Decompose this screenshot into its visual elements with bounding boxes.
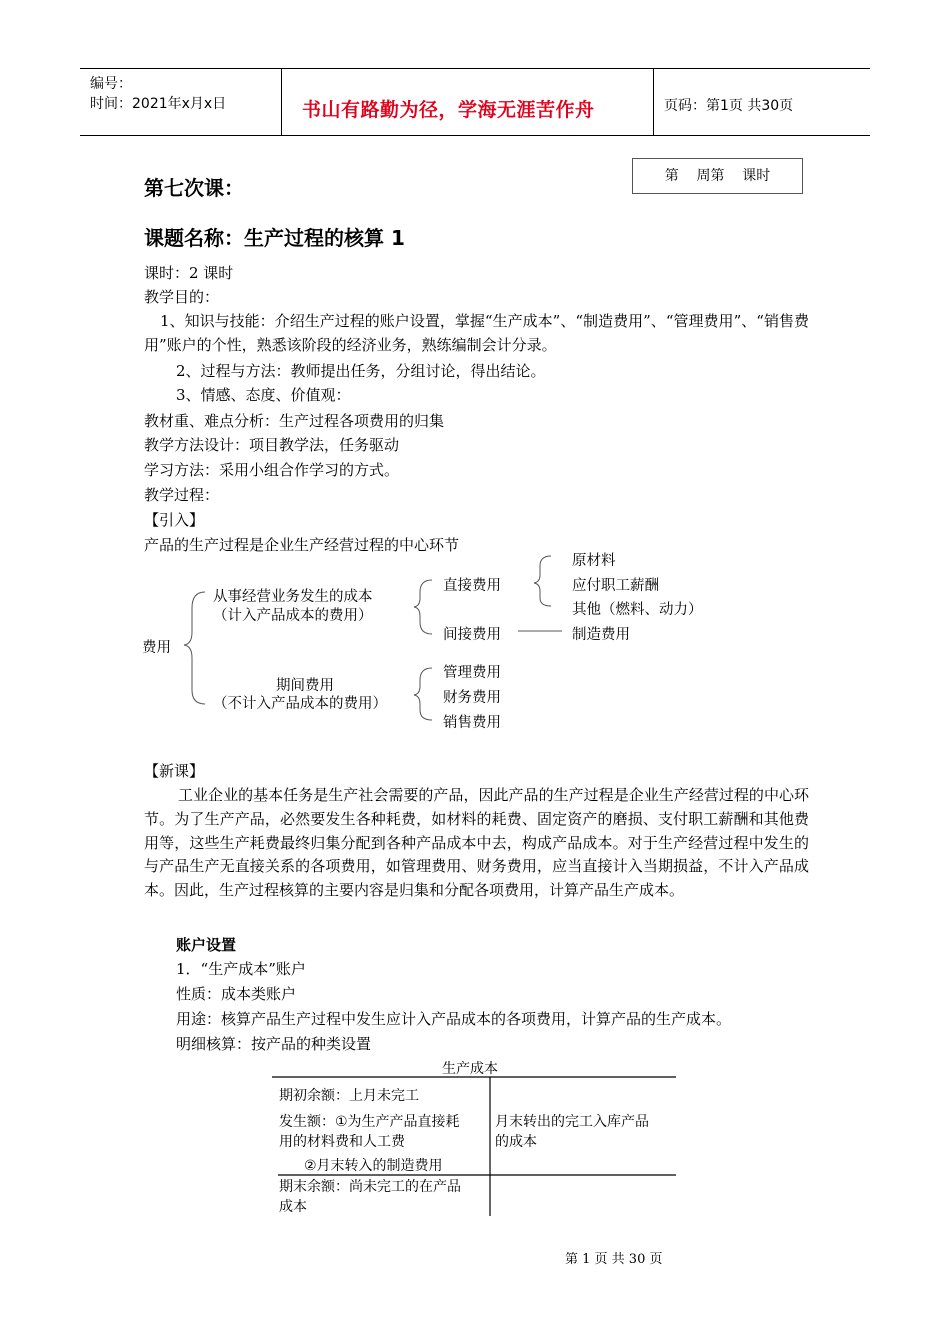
diagram-wages: 应付职工薪酬 — [572, 578, 659, 594]
diagram-raw: 原材料 — [572, 553, 616, 569]
t-account-ending-1: 期末余额：尚未完工的在产品 — [279, 1179, 461, 1195]
t-account-credit-2: 的成本 — [495, 1134, 537, 1150]
objective-2: 2、过程与方法：教师提出任务，分组讨论，得出结论。 — [176, 362, 546, 380]
diagram-branch2-line2: （不计入产品成本的费用） — [213, 696, 387, 712]
account-1: 1．“生产成本”账户 — [176, 960, 306, 978]
t-account-credit-1: 月末转出的完工入库产品 — [495, 1114, 649, 1130]
t-account-title: 生产成本 — [442, 1061, 498, 1077]
page-footer: 第 1 页 共 30 页 — [565, 1252, 663, 1267]
intro-tag: 【引入】 — [144, 511, 205, 529]
diagram-branch2-line1: 期间费用 — [276, 678, 334, 694]
diagram-root: 费用 — [142, 640, 171, 656]
topic-title: 课题名称：生产过程的核算 1 — [144, 226, 405, 250]
account-detail: 明细核算：按产品的种类设置 — [176, 1035, 372, 1053]
week-box: 第 周第 课时 — [632, 158, 803, 194]
study-method: 学习方法：采用小组合作学习的方式。 — [144, 461, 400, 479]
teaching-method: 教学方法设计：项目教学法，任务驱动 — [144, 436, 400, 454]
objective-1: 1、知识与技能：介绍生产过程的账户设置，掌握“生产成本”、“制造费用”、“管理费用”、“销售费用”账户的个性，熟悉该阶段的经济业务，熟练编制会计分录。 — [144, 312, 809, 354]
diagram-mgmt: 管理费用 — [443, 665, 501, 681]
diagram-indirect: 间接费用 — [443, 627, 501, 643]
objective-3: 3、情感、态度、价值观： — [176, 386, 351, 404]
hours-line: 课时：2 课时 — [144, 264, 234, 282]
diagram-overhead: 制造费用 — [572, 627, 630, 643]
t-account-occurrence-2: 用的材料费和人工费 — [279, 1134, 405, 1150]
page-info: 页码：第1页 共30页 — [664, 98, 794, 114]
diagram-branch1-line2: （计入产品成本的费用） — [213, 608, 373, 624]
lesson-title: 第七次课： — [144, 176, 244, 200]
date-line: 时间：2021年x月x日 — [90, 96, 227, 112]
process-label: 教学过程： — [144, 486, 220, 504]
diagram-other: 其他（燃料、动力） — [572, 602, 703, 618]
header-motto: 书山有路勤为径，学海无涯苦作舟 — [302, 99, 595, 121]
account-nature: 性质：成本类账户 — [176, 985, 297, 1003]
diagram-branch1-line1: 从事经营业务发生的成本 — [213, 589, 373, 605]
objectives-label: 教学目的： — [144, 288, 220, 306]
new-lesson-tag: 【新课】 — [144, 762, 205, 780]
serial-label: 编号： — [90, 76, 132, 92]
key-points: 教材重、难点分析：生产过程各项费用的归集 — [144, 412, 445, 430]
intro-text: 产品的生产过程是企业生产经营过程的中心环节 — [144, 536, 460, 554]
diagram-direct: 直接费用 — [443, 578, 501, 594]
t-account-opening: 期初余额：上月未完工 — [279, 1088, 419, 1104]
diagram-sales: 销售费用 — [443, 715, 501, 731]
account-setup-heading: 账户设置 — [176, 936, 237, 954]
new-lesson-text: 工业企业的基本任务是生产社会需要的产品，因此产品的生产过程是企业生产经营过程的中心环节。为了生产产品，必然要发生各种耗费，如材料的耗费、固定资产的磨损、支付职工薪酬和其他费用等，这些生产耗费最终归集分配到各种产品成本中去，构成产品成本。对于生产经营过程中发生的与产品生产无直接关系的各项费用，如管理费用、财务费用，应当直接计入当期损益，不计入产品成本。因此，生产过程核算的主要内容是归集和分配各项费用，计算产品生产成本。 — [144, 786, 809, 900]
t-account-occurrence-3: ②月末转入的制造费用 — [304, 1158, 443, 1174]
t-account-ending-2: 成本 — [279, 1199, 307, 1215]
account-usage: 用途：核算产品生产过程中发生应计入产品成本的各项费用，计算产品的生产成本。 — [176, 1010, 732, 1028]
diagram-fin: 财务费用 — [443, 690, 501, 706]
t-account-occurrence-1: 发生额：①为生产产品直接耗 — [279, 1114, 460, 1130]
